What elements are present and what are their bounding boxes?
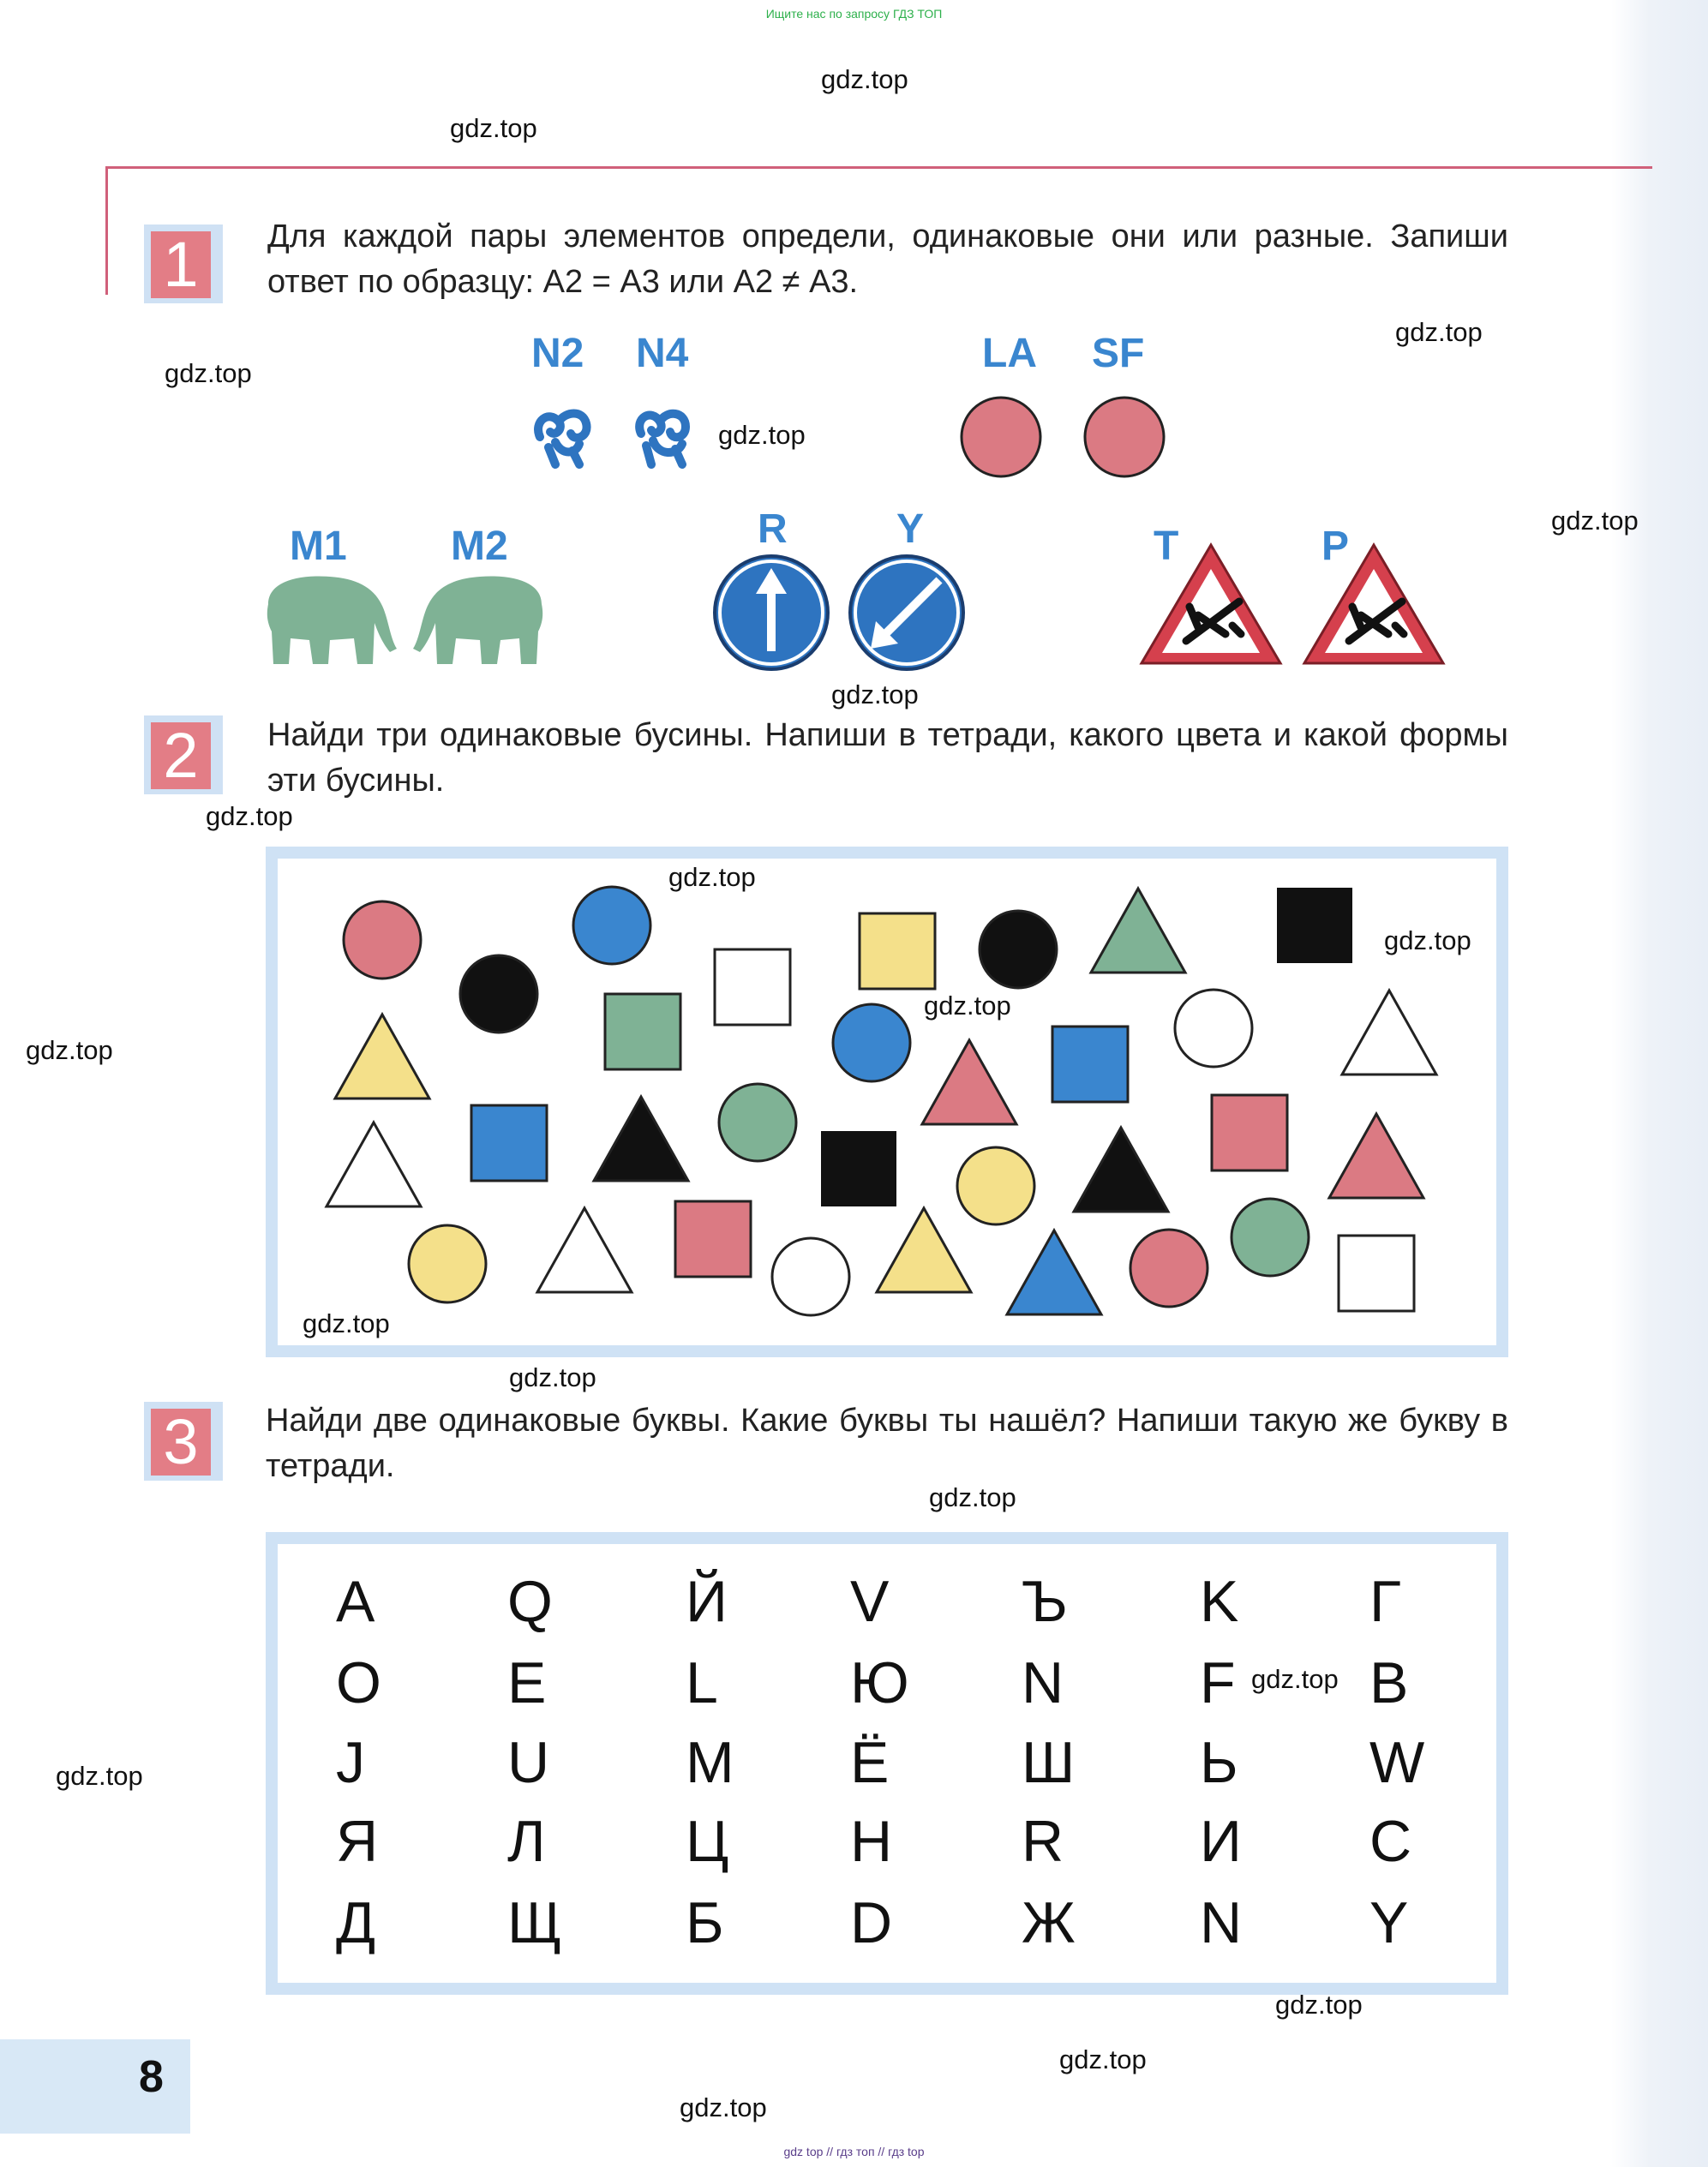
elephant-m1-icon xyxy=(267,576,397,664)
bead xyxy=(715,949,790,1025)
letter-cell: J xyxy=(336,1730,365,1795)
label-m2: M2 xyxy=(451,524,508,569)
letter-cell: Г xyxy=(1369,1569,1401,1634)
bead xyxy=(1007,1230,1101,1314)
task-2-number: 2 xyxy=(151,722,211,789)
letter-cell: Л xyxy=(507,1809,546,1874)
watermark: gdz.top xyxy=(26,1035,113,1065)
letter-cell: Й xyxy=(686,1569,728,1634)
letter-cell: V xyxy=(850,1569,890,1634)
task-2-text: Найди три одинаковые бусины. Напиши в тетради, какого цвета и какой формы эти бусины. xyxy=(267,717,1508,799)
letter-cell: Б xyxy=(686,1890,724,1955)
bead xyxy=(1074,1128,1168,1212)
watermark: gdz.top xyxy=(206,801,293,831)
bead xyxy=(1212,1095,1287,1170)
letter-cell: Ш xyxy=(1022,1730,1076,1795)
letter-cell: Щ xyxy=(507,1890,562,1955)
sign-straight-arrow-icon xyxy=(715,556,828,669)
letter-cell: L xyxy=(686,1650,718,1715)
letter-cell: Ь xyxy=(1200,1730,1238,1795)
bead xyxy=(719,1084,796,1161)
curl-symbol-n4-icon xyxy=(629,403,698,471)
letter-cell: Ё xyxy=(850,1730,890,1795)
watermark: gdz.top xyxy=(718,420,806,450)
bead xyxy=(537,1208,632,1292)
watermark: gdz.top xyxy=(56,1761,143,1791)
label-y: Y xyxy=(896,506,925,552)
letter-cell: Q xyxy=(507,1569,553,1634)
watermark: gdz.top xyxy=(303,1308,390,1338)
label-p: P xyxy=(1321,524,1350,569)
label-r: R xyxy=(758,506,788,552)
watermark: gdz.top xyxy=(450,113,537,143)
task-1-text: Для каждой пары элементов определи, одинаковые они или разные. Запиши ответ по образцу: А2 = А3 или А2 ≠ А3. xyxy=(267,218,1508,300)
sign-plane-p-icon xyxy=(1304,545,1443,663)
label-la: LA xyxy=(982,331,1037,376)
letter-cell: Ж xyxy=(1022,1890,1076,1955)
circles-la-sf xyxy=(958,394,1181,480)
watermark: gdz.top xyxy=(821,64,908,94)
bead xyxy=(877,1208,971,1292)
watermark: gdz.top xyxy=(1251,1664,1339,1694)
letter-cell: W xyxy=(1369,1730,1425,1795)
elephants-m1-m2 xyxy=(261,570,548,673)
bead xyxy=(1339,1236,1414,1311)
watermark: gdz.top xyxy=(668,862,756,892)
bottom-note: gdz top // гдз топ // гдз top xyxy=(783,2145,925,2158)
letter-cell: О xyxy=(336,1650,381,1715)
bead xyxy=(675,1201,751,1277)
task-3-text: Найди две одинаковые буквы. Какие буквы ты нашёл? Напиши такую же букву в тетради. xyxy=(266,1403,1508,1484)
bead xyxy=(409,1225,486,1302)
bead xyxy=(1342,991,1436,1075)
page-number: 8 xyxy=(139,2052,164,2102)
watermark: gdz.top xyxy=(1384,925,1471,955)
letter-cell: Е xyxy=(507,1650,547,1715)
bead xyxy=(1232,1199,1309,1276)
bead xyxy=(1175,990,1252,1067)
circle-sf xyxy=(1085,398,1164,476)
sign-diagonal-arrow-icon xyxy=(850,556,963,669)
task-3-number: 3 xyxy=(151,1409,211,1476)
letter-cell: Я xyxy=(336,1809,379,1874)
road-signs-r-y xyxy=(711,553,968,673)
watermark: gdz.top xyxy=(1059,2044,1147,2074)
bead xyxy=(957,1147,1034,1224)
circle-la xyxy=(962,398,1040,476)
label-sf: SF xyxy=(1092,331,1145,376)
letter-cell: K xyxy=(1200,1569,1239,1634)
watermark: gdz.top xyxy=(165,358,252,388)
letter-cell: Н xyxy=(850,1809,893,1874)
watermark: gdz.top xyxy=(680,2092,767,2122)
bead xyxy=(335,1015,429,1098)
letter-cell: R xyxy=(1022,1809,1064,1874)
bead xyxy=(344,901,421,979)
watermark: gdz.top xyxy=(1395,317,1483,347)
sign-plane-t-icon xyxy=(1142,545,1280,663)
bead xyxy=(573,887,650,964)
letter-cell: Y xyxy=(1369,1890,1409,1955)
label-m1: M1 xyxy=(290,524,347,569)
letter-cell: С xyxy=(1369,1809,1412,1874)
task-1-number: 1 xyxy=(151,231,211,298)
task-1-badge xyxy=(144,224,223,303)
bead xyxy=(1091,889,1185,973)
task-3-badge xyxy=(144,1402,223,1481)
letter-cell: N xyxy=(1022,1650,1064,1715)
letter-cell: N xyxy=(1200,1890,1243,1955)
letter-cell: B xyxy=(1369,1650,1409,1715)
bead xyxy=(327,1122,421,1206)
bead xyxy=(1329,1114,1423,1198)
bead xyxy=(833,1004,910,1081)
letter-cell: M xyxy=(686,1730,734,1795)
bead xyxy=(922,1040,1016,1124)
watermark: gdz.top xyxy=(929,1482,1016,1512)
section-rule-vertical xyxy=(105,166,108,295)
letter-cell: И xyxy=(1200,1809,1242,1874)
bead xyxy=(605,994,680,1069)
watermark: gdz.top xyxy=(1275,1990,1363,2020)
task-2-badge xyxy=(144,715,223,794)
bead xyxy=(1130,1230,1208,1307)
watermark: gdz.top xyxy=(924,991,1011,1021)
label-t: T xyxy=(1154,524,1179,569)
label-n2: N2 xyxy=(531,331,584,376)
bead xyxy=(1052,1027,1128,1102)
bead xyxy=(471,1105,547,1181)
bead xyxy=(594,1097,688,1181)
letter-cell: Ц xyxy=(686,1809,729,1874)
bead xyxy=(1277,888,1352,963)
letter-cell: F xyxy=(1200,1650,1236,1715)
letter-cell: Д xyxy=(336,1890,376,1955)
watermark: gdz.top xyxy=(509,1362,596,1392)
bead xyxy=(980,911,1057,988)
letter-cell: U xyxy=(507,1730,550,1795)
bead xyxy=(460,955,537,1033)
bead xyxy=(772,1238,849,1315)
letter-cell: Ъ xyxy=(1022,1569,1068,1634)
letter-cell: Ю xyxy=(850,1650,909,1715)
bead xyxy=(860,913,935,989)
beads-figure xyxy=(278,859,1496,1345)
watermark: gdz.top xyxy=(831,679,919,709)
letter-cell: D xyxy=(850,1890,893,1955)
top-note: Ищите нас по запросу ГДЗ ТОП xyxy=(765,7,943,21)
bead xyxy=(821,1131,896,1206)
letter-cell: А xyxy=(336,1569,375,1634)
label-n4: N4 xyxy=(636,331,689,376)
watermark: gdz.top xyxy=(1551,506,1639,536)
page-edge-shadow xyxy=(1611,0,1708,2167)
warning-signs-t-p xyxy=(1138,540,1447,668)
curl-symbol-n2-icon xyxy=(530,403,598,471)
section-rule xyxy=(105,166,1652,169)
elephant-m2-icon xyxy=(413,576,542,664)
